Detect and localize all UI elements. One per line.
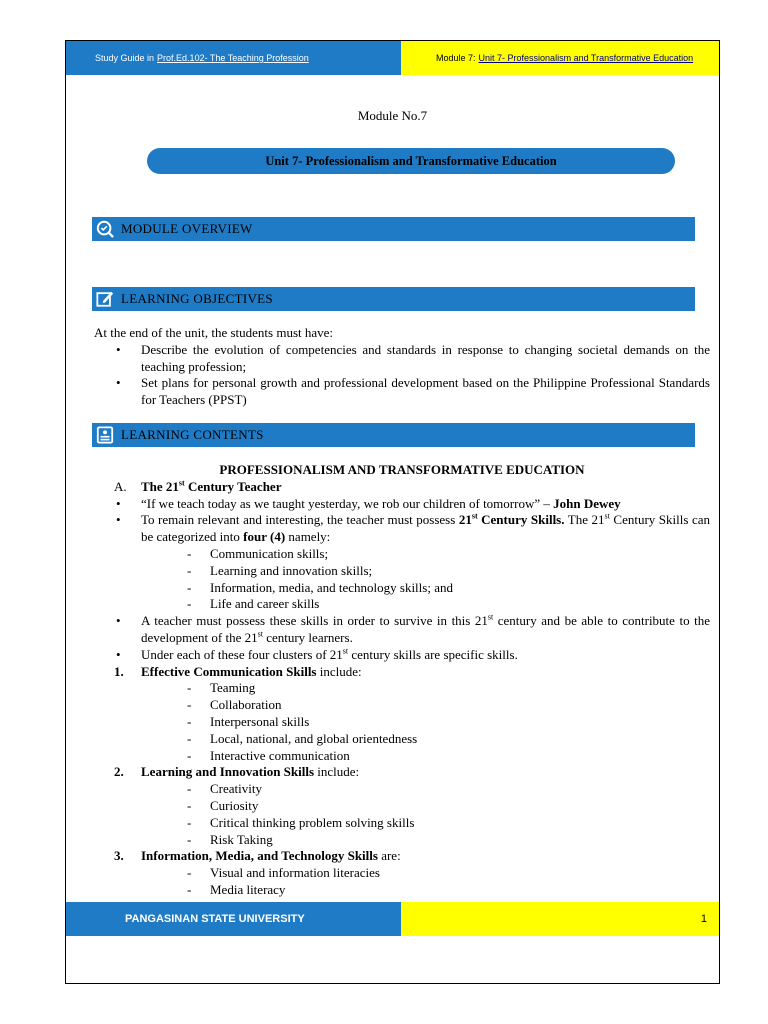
numbered-heading-2: 2. Learning and Innovation Skills include: [114,764,360,780]
subheading-a: A. The 21st Century Teacher [114,478,282,494]
list-item: • Set plans for personal growth and professional development based on the Philippine Professional Standards for Teachers (PPST) [116,375,710,408]
list-item: - Information, media, and technology skills; and [187,579,453,595]
list-item: - Risk Taking [187,831,273,847]
numbered-heading-1: 1. Effective Communication Skills include: [114,663,362,679]
bullet-icon: • [116,512,121,528]
document-icon [96,426,114,444]
section-title-overview: MODULE OVERVIEW [121,221,253,236]
unit-title: Unit 7- Professionalism and Transformative Education [147,148,675,174]
document-page [65,40,720,984]
quote-item: • “If we teach today as we taught yesterday, we rob our children of tomorrow” – John Dewey [116,495,621,511]
objectives-intro: At the end of the unit, the students must have: [94,325,334,340]
list-item: - Creativity [187,781,262,797]
list-item: - Learning and innovation skills; [187,562,373,578]
header-right [401,41,719,75]
list-item: - Communication skills; [187,545,329,561]
bullet-icon: • [116,341,121,357]
module-number: Module No.7 [357,108,428,123]
list-item: - Teaming [187,680,256,696]
bullet-icon: • [116,613,121,629]
unit-link[interactable]: Unit 7- Professionalism and Transformative Education [478,53,694,63]
list-item: - Interpersonal skills [187,713,310,729]
list-item: - Collaboration [187,697,282,713]
header-right-prefix: Module 7: [436,53,476,63]
numbered-heading-3: 3. Information, Media, and Technology Skills are: [114,848,401,864]
bullet-icon: • [116,646,121,662]
section-band-overview [92,217,695,241]
list-item: • A teacher must possess these skills in order to survive in this 21st century and be able to contribute to the development of the 21st century learners. [116,612,710,645]
bullet-icon: • [116,375,121,391]
list-item: • Under each of these four clusters of 21st century skills are specific skills. [116,646,518,662]
section-title-contents: LEARNING CONTENTS [121,427,264,442]
section-title-objectives: LEARNING OBJECTIVES [121,291,273,306]
course-link[interactable]: Prof.Ed.102- The Teaching Profession [157,53,309,63]
header-left-prefix: Study Guide in [95,53,155,63]
list-item: - Curiosity [187,797,259,813]
header-left [66,41,401,75]
search-icon [96,220,114,238]
page-footer [66,902,719,936]
section-band-contents [92,423,695,447]
page-header [66,41,719,75]
list-item: - Media literacy [187,881,286,897]
university-name: PANGASINAN STATE UNIVERSITY [66,902,401,936]
contents-title: PROFESSIONALISM AND TRANSFORMATIVE EDUCATION [219,462,585,477]
list-item: - Local, national, and global orientedness [187,730,418,746]
edit-icon [96,290,114,308]
list-item: • Describe the evolution of competencies and standards in response to changing societal demands on the teaching profession; [116,341,710,374]
section-band-objectives [92,287,695,311]
page-number: 1 [401,902,719,936]
list-item: - Critical thinking problem solving skills [187,814,415,830]
list-item: • To remain relevant and interesting, the teacher must possess 21st Century Skills. The 21st Century Skills can be categorized into four (4) namely: [116,512,711,545]
bullet-icon: • [116,495,121,511]
list-item: - Interactive communication [187,747,350,763]
objectives-block [94,325,710,409]
list-item: - Life and career skills [187,596,320,612]
list-item: - Visual and information literacies [187,865,380,881]
contents-block [94,462,710,899]
